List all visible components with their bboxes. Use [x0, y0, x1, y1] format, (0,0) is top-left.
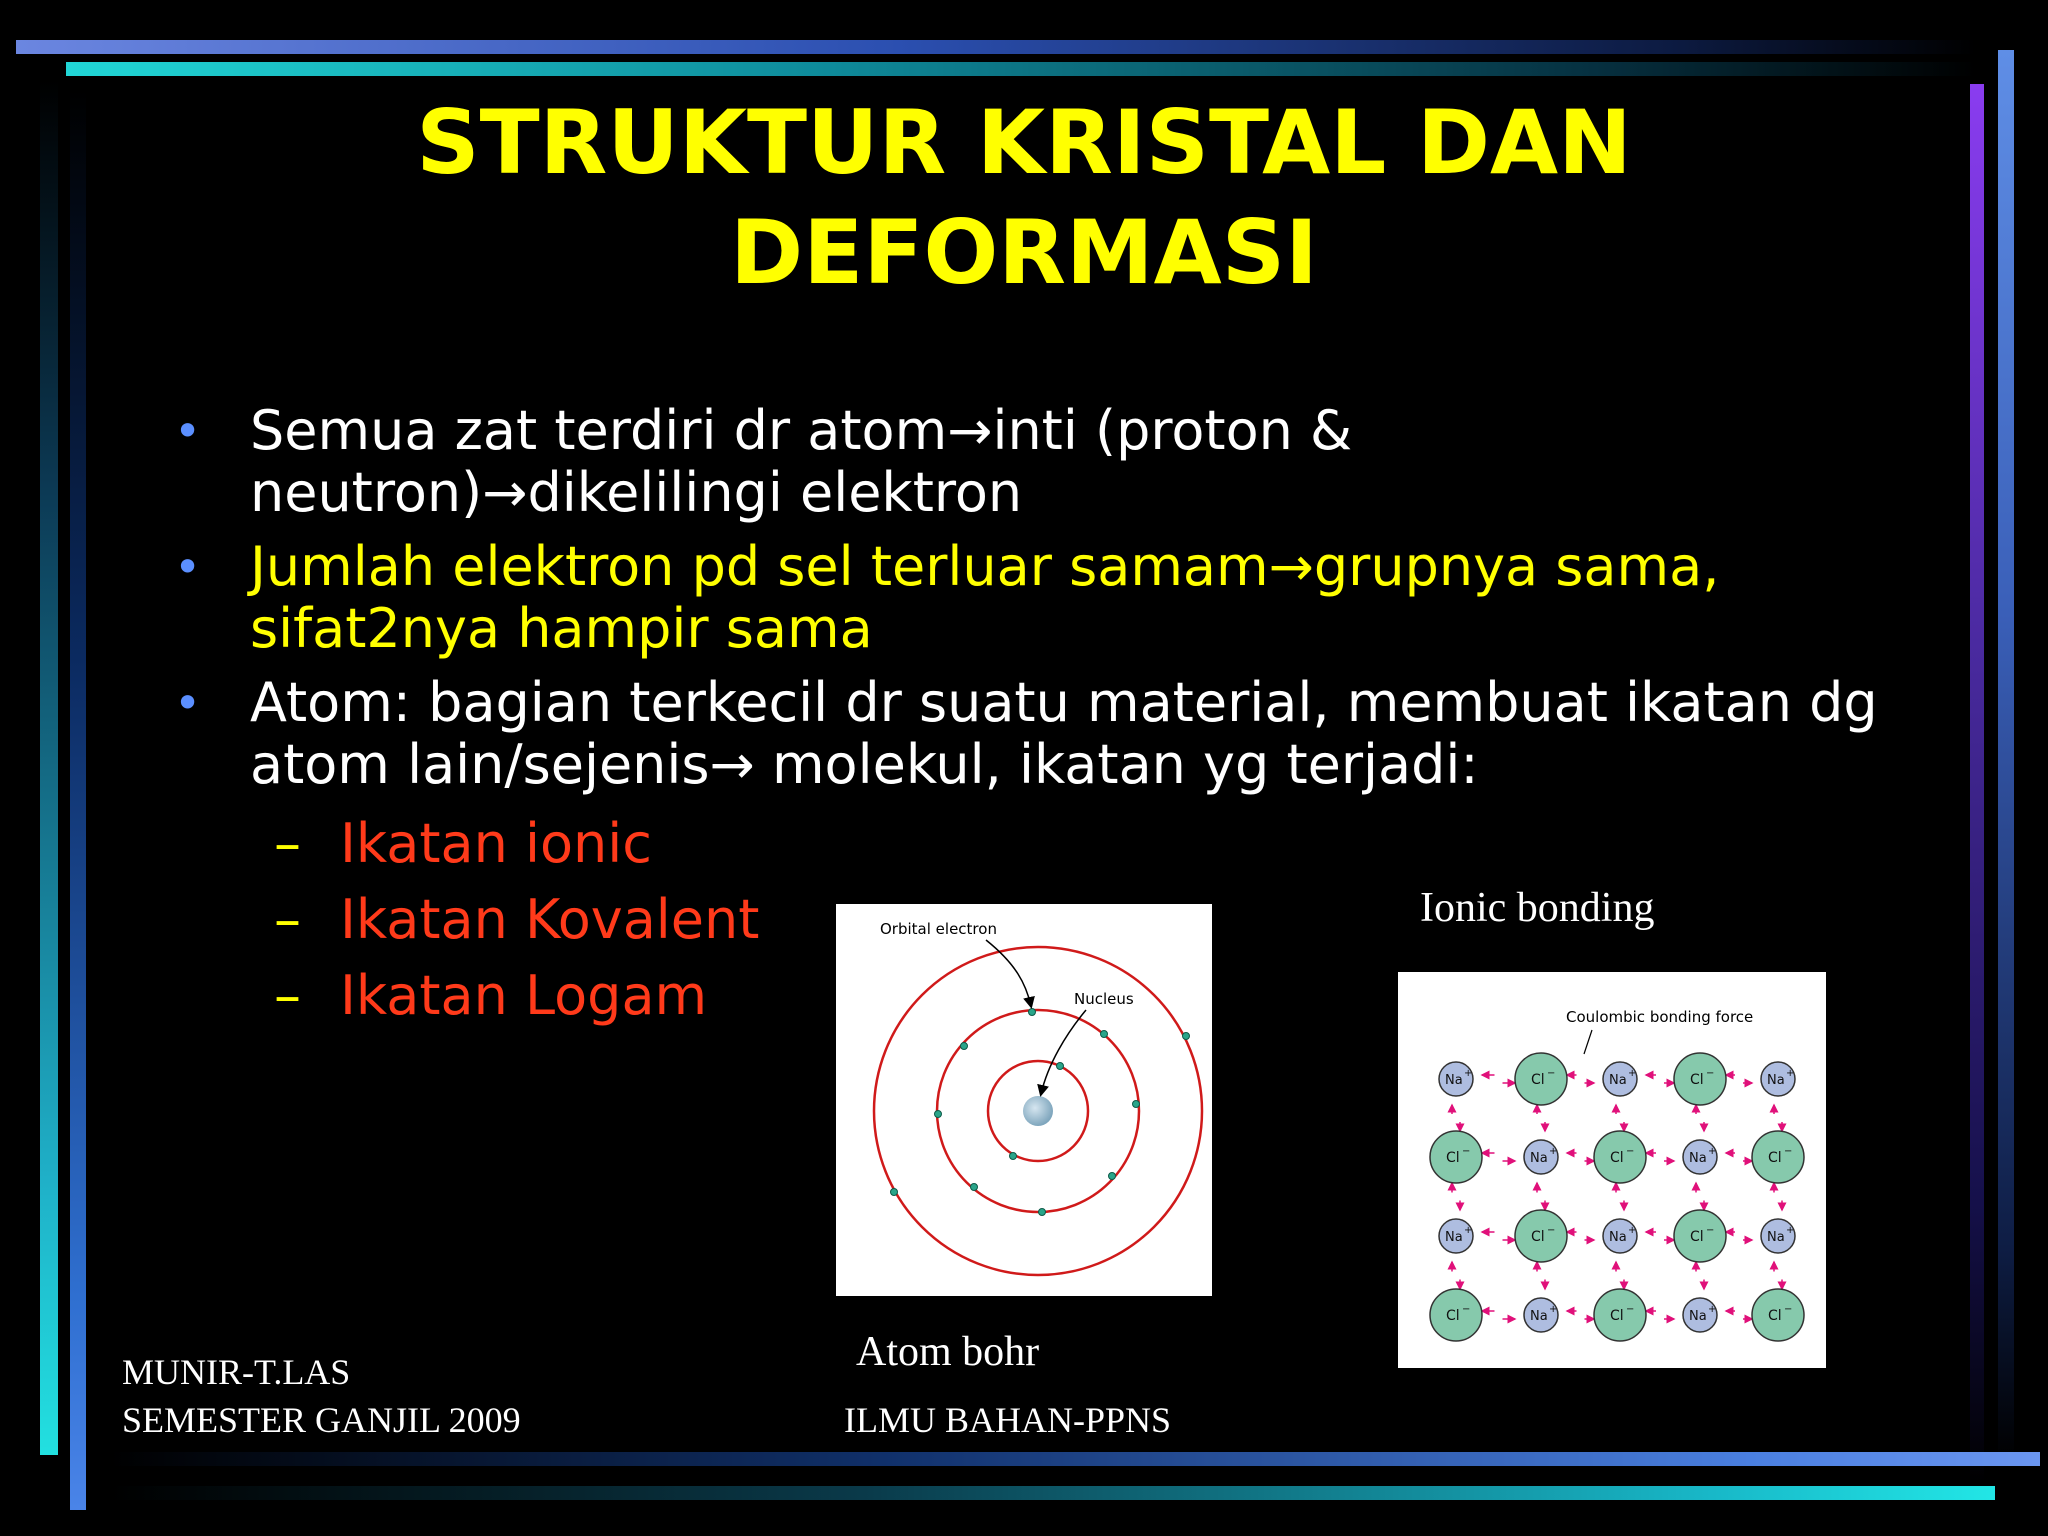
- arrow-icon: →: [947, 399, 993, 462]
- sub-item: [174, 882, 759, 958]
- na-label: Na: [1767, 1230, 1785, 1245]
- title-line-2: DEFORMASI: [730, 201, 1318, 304]
- cl-label: Cl: [1610, 1150, 1624, 1166]
- bullet-dot: •: [174, 404, 202, 458]
- orbital-electron-label: Orbital electron: [880, 920, 997, 938]
- force-pointer-line: [1584, 1030, 1592, 1054]
- cl-ion: [1430, 1289, 1482, 1341]
- cl-label: Cl: [1690, 1229, 1704, 1245]
- na-label: Na: [1767, 1073, 1785, 1088]
- cl-charge: −: [1626, 1146, 1635, 1157]
- cl-charge: −: [1462, 1304, 1471, 1315]
- cl-ion: [1752, 1289, 1804, 1341]
- decor-bar-top: [16, 40, 1976, 54]
- decor-bar-bottom-cyan: [110, 1486, 1995, 1500]
- bullet-dot: •: [174, 676, 202, 730]
- na-charge: +: [1786, 1068, 1795, 1079]
- cl-ion: [1752, 1131, 1804, 1183]
- na-ion: [1524, 1140, 1558, 1174]
- cl-charge: −: [1784, 1304, 1793, 1315]
- bullet-text: molekul, ikatan yg terjadi:: [754, 733, 1479, 796]
- sub-item: [174, 958, 759, 1034]
- dash-icon: –: [274, 812, 301, 875]
- coulombic-force-label: Coulombic bonding force: [1566, 1008, 1754, 1026]
- cl-charge: −: [1706, 1225, 1715, 1236]
- cl-label: Cl: [1531, 1229, 1545, 1245]
- cl-label: Cl: [1768, 1150, 1782, 1166]
- bullet-text: Semua zat terdiri dr atom: [250, 399, 948, 462]
- bullet-item: [174, 536, 1894, 660]
- sub-item-text: Ikatan Kovalent: [340, 888, 760, 951]
- na-charge: +: [1549, 1304, 1558, 1315]
- cl-charge: −: [1784, 1146, 1793, 1157]
- decor-bar-bottom-blue: [110, 1452, 2040, 1466]
- atom-caption: Atom bohr: [856, 1329, 1040, 1375]
- cl-ion: [1430, 1131, 1482, 1183]
- slide-title: [0, 88, 2048, 308]
- na-label: Na: [1609, 1073, 1627, 1088]
- arrow-icon: →: [709, 733, 755, 796]
- cl-label: Cl: [1446, 1308, 1460, 1324]
- na-label: Na: [1609, 1230, 1627, 1245]
- bullet-text: grupnya sama, sifat2nya hampir sama: [250, 535, 1720, 660]
- na-label: Na: [1530, 1151, 1548, 1166]
- ion-lattice: [1430, 1053, 1804, 1341]
- na-ion: [1683, 1140, 1717, 1174]
- na-ion: [1524, 1298, 1558, 1332]
- cl-charge: −: [1626, 1304, 1635, 1315]
- sub-item-text: Ikatan Logam: [340, 964, 708, 1027]
- bullet-item: [174, 672, 1894, 796]
- nucleus-label: Nucleus: [1074, 990, 1134, 1008]
- bullet-item: [174, 400, 1894, 524]
- atom-bohr-figure: [836, 904, 1212, 1296]
- bullet-list: [174, 400, 1894, 808]
- na-ion: [1439, 1219, 1473, 1253]
- na-charge: +: [1708, 1304, 1717, 1315]
- cl-label: Cl: [1531, 1072, 1545, 1088]
- na-charge: +: [1708, 1146, 1717, 1157]
- na-charge: +: [1464, 1225, 1473, 1236]
- cl-charge: −: [1547, 1225, 1556, 1236]
- footer-author: MUNIR-T.LAS: [122, 1352, 351, 1392]
- cl-charge: −: [1547, 1068, 1556, 1079]
- decor-bar-top-cyan: [66, 62, 1976, 76]
- ionic-bonding-figure: [1398, 972, 1826, 1368]
- dash-icon: –: [274, 964, 301, 1027]
- ionic-caption: Ionic bonding: [1420, 885, 1655, 931]
- cl-ion: [1515, 1210, 1567, 1262]
- cl-ion: [1515, 1053, 1567, 1105]
- na-label: Na: [1445, 1073, 1463, 1088]
- cl-ion: [1674, 1210, 1726, 1262]
- atom-diagram: [836, 904, 1212, 1296]
- cl-ion: [1594, 1131, 1646, 1183]
- sub-item: [174, 806, 759, 882]
- footer-course: ILMU BAHAN-PPNS: [844, 1400, 1172, 1440]
- cl-label: Cl: [1446, 1150, 1460, 1166]
- arrow-icon: →: [482, 461, 528, 524]
- sub-list: [174, 806, 759, 1034]
- cl-ion: [1674, 1053, 1726, 1105]
- title-line-1: STRUKTUR KRISTAL DAN: [416, 91, 1632, 194]
- bullet-text: Atom: bagian terkecil dr suatu material, membuat ikatan dg atom lain/sejenis: [250, 671, 1878, 796]
- cl-ion: [1594, 1289, 1646, 1341]
- bullet-text: Jumlah elektron pd sel terluar samam: [250, 535, 1269, 598]
- cl-charge: −: [1706, 1068, 1715, 1079]
- na-charge: +: [1628, 1068, 1637, 1079]
- cl-label: Cl: [1690, 1072, 1704, 1088]
- na-charge: +: [1464, 1068, 1473, 1079]
- na-label: Na: [1445, 1230, 1463, 1245]
- dash-icon: –: [274, 888, 301, 951]
- footer-semester: SEMESTER GANJIL 2009: [122, 1400, 521, 1440]
- na-charge: +: [1786, 1225, 1795, 1236]
- ionic-lattice-diagram: [1398, 972, 1826, 1368]
- na-label: Na: [1689, 1309, 1707, 1324]
- cl-label: Cl: [1768, 1308, 1782, 1324]
- bullet-text: inti (proton & neutron): [250, 399, 1353, 524]
- sub-item-text: Ikatan ionic: [340, 812, 652, 875]
- na-ion: [1603, 1219, 1637, 1253]
- na-charge: +: [1628, 1225, 1637, 1236]
- bullet-dot: •: [174, 540, 202, 594]
- na-ion: [1683, 1298, 1717, 1332]
- nucleus: [1023, 1096, 1053, 1126]
- na-ion: [1761, 1219, 1795, 1253]
- na-charge: +: [1549, 1146, 1558, 1157]
- na-ion: [1439, 1062, 1473, 1096]
- na-ion: [1603, 1062, 1637, 1096]
- cl-charge: −: [1462, 1146, 1471, 1157]
- arrow-icon: →: [1268, 535, 1314, 598]
- bullet-text: dikelilingi elektron: [527, 461, 1023, 524]
- na-label: Na: [1530, 1309, 1548, 1324]
- na-label: Na: [1689, 1151, 1707, 1166]
- footer-author-block: [122, 1348, 521, 1444]
- cl-label: Cl: [1610, 1308, 1624, 1324]
- na-ion: [1761, 1062, 1795, 1096]
